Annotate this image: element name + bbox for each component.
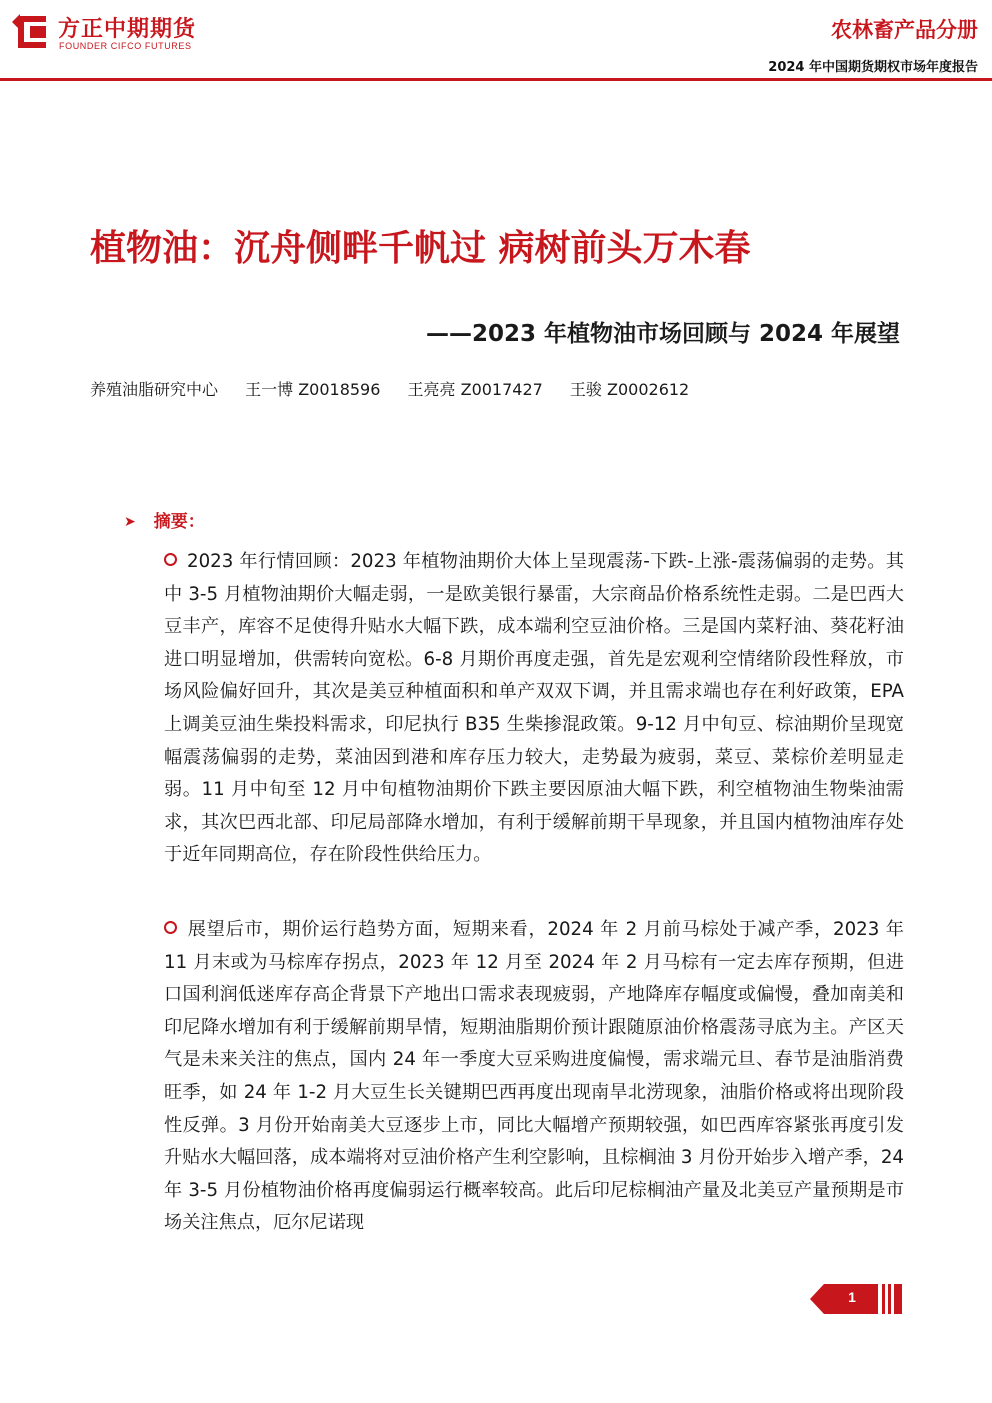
author-1: 王一博 Z0018596 [245,380,381,399]
page-number: 1 [848,1289,856,1305]
circle-bullet-icon [164,553,177,566]
paragraph-text: 2023 年行情回顾：2023 年植物油期价大体上呈现震荡-下跌-上涨-震荡偏弱的走势。其中 3-5 月植物油期价大幅走弱，一是欧美银行暴雷，大宗商品价格系统性走弱。二是巴西大豆丰产，库容不足使得升贴水大幅下跌，成本端利空豆油价格。三是国内菜籽油、葵花籽油进口明显增加，供需转向宽松。6-8 月期价再度走强，首先是宏观利空情绪阶段性释放，市场风险偏好回升，其次是美豆种植面积和单产双双下调，并且需求端也存在利好政策，EPA 上调美豆油生柴投料需求，印尼执行 B35 生柴掺混政策。9-12 月中旬豆、棕油期价呈现宽幅震荡偏弱的走势，菜油因到港和库存压力较大，走势最为疲弱，菜豆、菜棕价差明显走弱。11 月中旬至 12 月中旬植物油期价下跌主要因原油大幅下跌，利空植物油生物柴油需求，其次巴西北部、印尼局部降水增加，有利于缓解前期干旱现象，并且国内植物油库存处于近年同期高位，存在阶段性供给压力。 [164,551,904,866]
research-center: 养殖油脂研究中心 [90,380,219,399]
paragraph-text: 展望后市，期价运行趋势方面，短期来看，2024 年 2 月前马棕处于减产季，2023 年 11 月末或为马棕库存拐点，2023 年 12 月至 2024 年 2 月马棕有一定去库存预期，但进口国利润低迷库存高企背景下产地出口需求表现疲弱，产地降库存幅度或偏慢，叠加南美和印尼降水增加有利于缓解前期旱情，短期油脂期价预计跟随原油价格震荡寻底为主。产区天气是未来关注的焦点，国内 24 年一季度大豆采购进度偏慢，需求端元旦、春节是油脂消费旺季，如 24 年 1-2 月大豆生长关键期巴西再度出现南旱北涝现象，油脂价格或将出现阶段性反弹。3 月份开始南美大豆逐步上市，同比大幅增产预期较强，如巴西库容紧张再度引发升贴水大幅回落，成本端将对豆油价格产生利空影响，且棕榈油 3 月份开始步入增产季，24 年 3-5 月份植物油价格再度偏弱运行概率较高。此后印尼棕榈油产量及北美豆产量预期是市场关注焦点，厄尔尼诺现 [164,919,904,1234]
page-subtitle: ——2023 年植物油市场回顾与 2024 年展望 [425,321,900,347]
logo-english-name: FOUNDER CIFCO FUTURES [59,41,192,51]
summary-heading-label: 摘要： [153,512,205,532]
circle-bullet-icon [164,921,177,934]
section-tag: 农林畜产品分册 [831,18,978,42]
header-divider [0,78,992,81]
page-title: 植物油：沉舟侧畔千帆过 病树前头万木春 [90,228,751,269]
author-3: 王骏 Z0002612 [569,380,690,399]
arrow-bullet-icon: ➤ [124,514,136,530]
summary-paragraph-review [164,546,904,872]
company-logo [12,12,242,56]
logo-chinese-name: 方正中期期货 [58,17,197,42]
report-name: 2024 年中国期货期权市场年度报告 [768,60,978,75]
logo-mark-icon [12,12,52,52]
summary-paragraph-outlook [164,914,904,1242]
summary-heading [124,507,205,532]
author-line [90,377,711,400]
author-2: 王亮亮 Z0017427 [407,380,543,399]
